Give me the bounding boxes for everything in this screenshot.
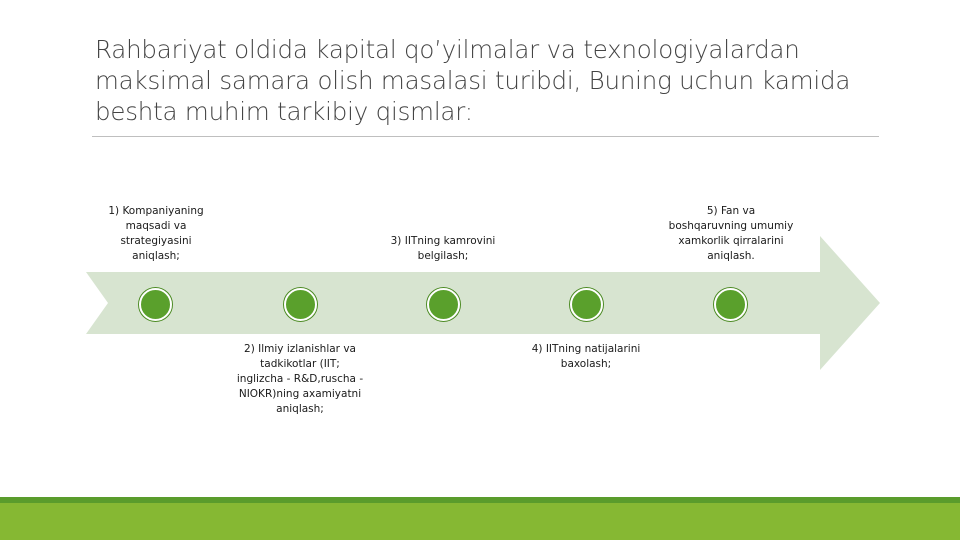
step-label-2: 2) Ilmiy izlanishlar va tadkikotlar (IIT; inglizcha - R&D,ruscha - NIOKR)ning axamiyatni aniqlash; [236,343,364,415]
timeline-dot-2 [284,288,317,321]
step-label-1: 1) Kompaniyaning maqsadi va strategiyasini aniqlash; [108,205,204,262]
step-label-4: 4) IITning natijalarini baxolash; [531,343,641,370]
step-label-3: 3) IITning kamrovini belgilash; [390,235,496,262]
step-label-5: 5) Fan va boshqaruvning umumiy xamkorlik qirralarini aniqlash. [668,205,794,262]
timeline-dot-3 [427,288,460,321]
timeline-dot-4 [570,288,603,321]
timeline-dot-5 [714,288,747,321]
slide-title: Rahbariyat oldida kapital qo’yilmalar va texnologiyalardan maksimal samara olish masalasi turibdi, Buning uchun kamida beshta muhim tarkibiy qismlar: [95,35,851,126]
timeline-dot-1 [139,288,172,321]
footer-bar [0,503,960,540]
